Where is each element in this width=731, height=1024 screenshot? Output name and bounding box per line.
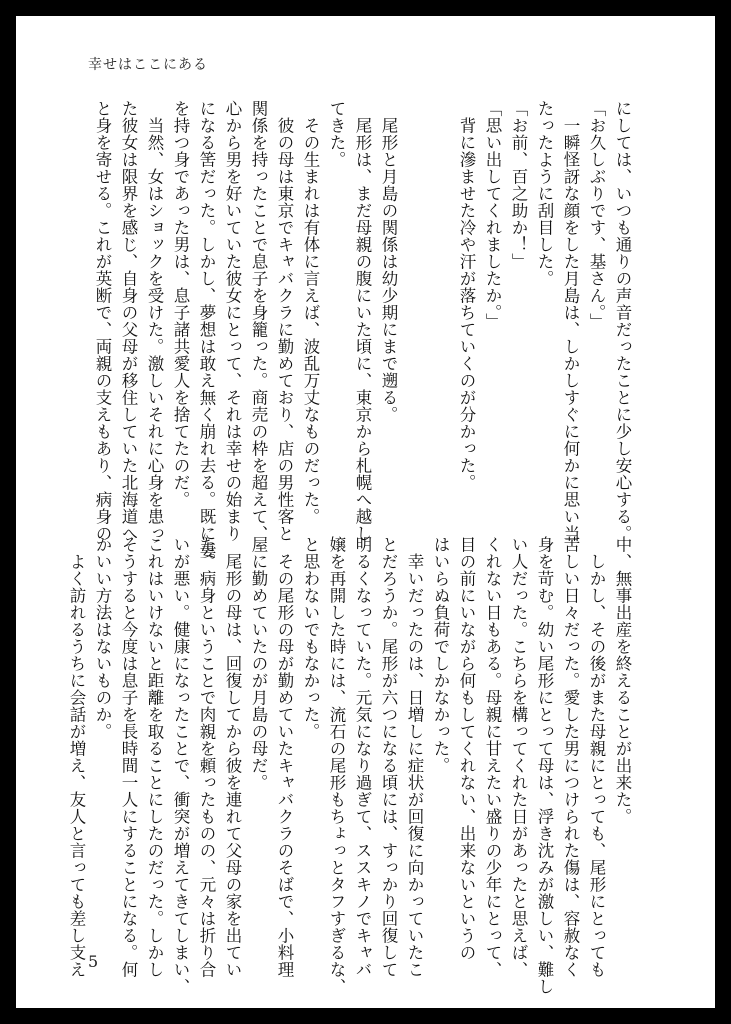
text-line: た彼女は限界を感じ、自身の父母が移住していた北海道へ [119,100,138,542]
text-line: 「お前、百之助か！」 [509,100,528,270]
page-number: 5 [88,952,99,971]
text-line: くれない日もある。母親に甘えたい盛りの少年にとって、 [483,536,502,978]
text-line: 一瞬怪訝な顔をした月島は、しかしすぐに何かに思い当 [561,100,580,542]
text-line: 身を苛む。幼い尾形にとって母は、浮き沈みが激しい、難し [535,536,554,995]
text-line: 嬢を再開した時には、流石の尾形もちょっとタフすぎるな、 [327,536,346,995]
text-line: そうすると今度は息子を長時間一人にすることになる。何 [119,536,138,978]
text-block-bottom [63,536,635,995]
text-line: はいらぬ負荷でしかなかった。 [431,536,450,774]
document-page [16,16,715,1008]
text-line: になる筈だった。しかし、夢想は敢え無く崩れ去る。既に妻 [197,100,216,559]
text-line: とだろうか。尾形が六つになる頃には、すっかり回復して [379,536,398,978]
text-line: を持つ身であった男は、息子諸共愛人を捨てたのだ。 [171,100,190,508]
text-line: しかし、その後がまた母親にとっても、尾形にとっても [587,536,606,978]
text-line: 当然、女はショックを受けた。激しいそれに心身を患っ [145,100,164,542]
text-line: かいい方法はないものか。 [93,536,112,740]
text-line: 幸いだったのは、日増しに症状が回復に向かっていたこ [405,536,424,978]
text-line: い人だった。こちらを構ってくれた日があったと思えば、 [509,536,528,978]
text-line: よく訪れるうちに会話が増え、友人と言っても差し支え [67,536,86,978]
text-line: てきた。 [327,100,346,168]
text-line: 尾形は、まだ母親の腹にいた頃に、東京から札幌へ越し [353,100,372,542]
text-line: これはいけないと距離を取ることにしたのだった。しかし [145,536,164,978]
text-line: にしては、いつも通りの声音だったことに少し安心する。 [613,100,632,542]
text-line [401,100,427,500]
running-header-title: 幸せはここにある [88,57,208,73]
text-line: 関係を持ったことで息子を身籠った。商売の枠を超えて、 [249,100,268,542]
text-line: 目の前にいながら何もしてくれない、出来ないというの [457,536,476,961]
text-line: 心から男を好いていた彼女にとって、それは幸せの始まり [223,100,242,542]
text-line: 苦しい日々だった。愛した男につけられた傷は、容赦なく [561,536,580,978]
text-line: 「お久しぶりです、基さん。」 [587,100,606,330]
text-line: その尾形の母が勤めていたキャバクラのそばで、小料理 [275,536,294,978]
text-line: 「思い出してくれましたか。」 [483,100,502,330]
text-line: その生まれは有体に言えば、波乱万丈なものだった。 [301,100,320,525]
text-line: 屋に勤めていたのが月島の母だ。 [249,536,268,791]
text-line: 背に滲ませた冷や汗が落ちていくのが分かった。 [457,100,476,491]
text-line: 中、無事出産を終えることが出来た。 [613,536,632,825]
text-line: たったように刮目した。 [535,100,554,287]
text-line: 尾形の母は、回復してから彼を連れて父母の家を出てい [223,536,242,978]
text-block-top [89,100,635,559]
text-line: と思わないでもなかった。 [301,536,320,740]
text-line: た。病身ということで肉親を頼ったものの、元々は折り合 [197,536,216,978]
text-line: と身を寄せる。これが英断で、両親の支えもあり、病身の [93,100,112,542]
text-line: 尾形と月島の関係は幼少期にまで遡る。 [379,100,398,423]
text-line: 明るくなっていた。元気になり過ぎて、ススキノでキャバ [353,536,372,978]
text-line [427,100,453,500]
text-line: いが悪い。健康になったことで、衝突が増えてきてしまい、 [171,536,190,995]
text-line: 彼の母は東京でキャバクラに勤めており、店の男性客と [275,100,294,542]
